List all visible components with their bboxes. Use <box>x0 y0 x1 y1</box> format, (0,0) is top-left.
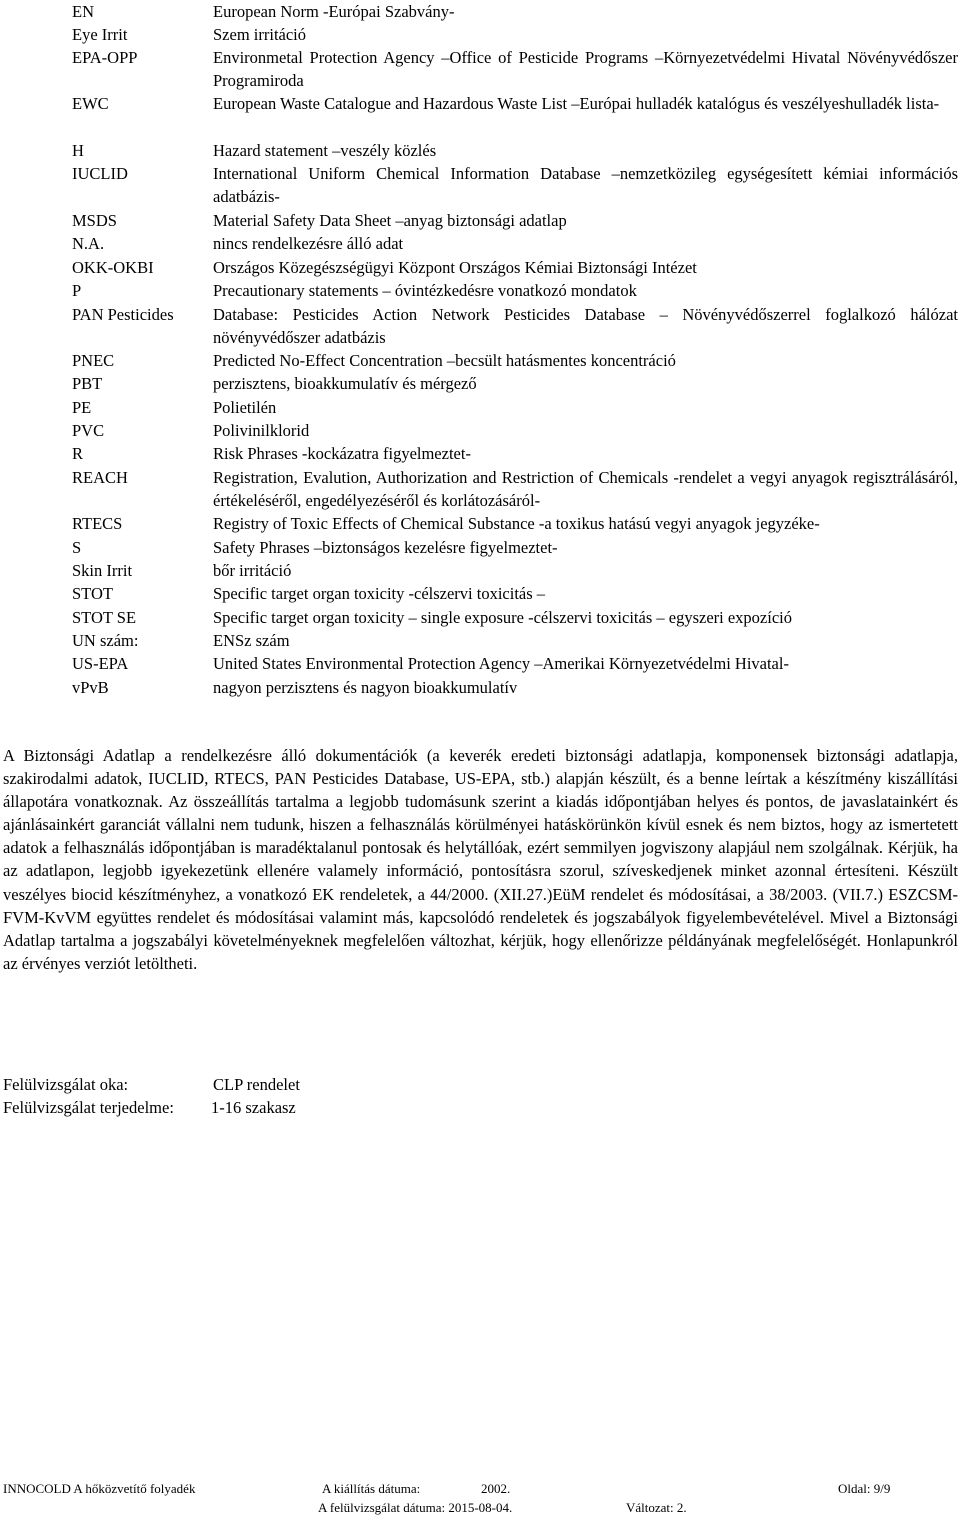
revision-reason-value: CLP rendelet <box>213 1075 300 1094</box>
abbr-value: bőr irritáció <box>213 561 292 580</box>
abbr-value: Specific target organ toxicity -célszervi toxicitás – <box>213 584 546 603</box>
abbr-key: PVC <box>72 421 105 440</box>
footer-issue-value: 2002. <box>481 1481 511 1496</box>
abbr-value: Hazard statement –veszély közlés <box>213 141 437 160</box>
abbr-value: United States Environmental Protection Agency –Amerikai Környezetvédelmi Hivatal- <box>213 654 789 673</box>
abbr-value: Database: Pesticides Action Network Pesticides Database – Növényvédőszerrel foglalkozó hálózat növényvédőszer adatbázis <box>213 305 958 347</box>
abbr-value: Registration, Evalution, Authorization and Restriction of Chemicals -rendelet a vegyi anyagok regisztrálásáról, értékeléséről, engedélyezéséről és korlátozásáról- <box>213 468 958 510</box>
abbr-value: European Norm -Európai Szabvány- <box>213 2 455 21</box>
abbr-key: EWC <box>72 94 109 113</box>
abbr-key: EN <box>72 2 94 21</box>
abbr-value: International Uniform Chemical Information Database –nemzetközileg egységesített kémiai információs adatbázis- <box>213 164 958 206</box>
abbr-value: ENSz szám <box>213 631 290 650</box>
abbr-value: Registry of Toxic Effects of Chemical Substance -a toxikus hatású vegyi anyagok jegyzéke- <box>213 514 820 533</box>
abbr-key: RTECS <box>72 514 123 533</box>
abbr-key: IUCLID <box>72 164 128 183</box>
footer-review-date: A felülvizsgálat dátuma: 2015-08-04. <box>318 1500 513 1515</box>
footer-product: INNOCOLD A hőközvetítő folyadék <box>3 1481 196 1496</box>
abbr-key: EPA-OPP <box>72 48 138 67</box>
abbr-value: Risk Phrases -kockázatra figyelmeztet- <box>213 444 471 463</box>
revision-scope-label: Felülvizsgálat terjedelme: <box>3 1098 174 1117</box>
abbr-key: STOT SE <box>72 608 137 627</box>
abbr-value: Polietilén <box>213 398 277 417</box>
abbr-key: S <box>72 538 82 557</box>
footer-issue-label: A kiállítás dátuma: <box>322 1481 421 1496</box>
abbr-key: Skin Irrit <box>72 561 133 580</box>
footer-page-number: Oldal: 9/9 <box>838 1481 891 1496</box>
abbr-key: N.A. <box>72 234 105 253</box>
abbr-key: UN szám: <box>72 631 139 650</box>
abbr-key: STOT <box>72 584 113 603</box>
abbr-value: Predicted No-Effect Concentration –becsült hatásmentes koncentráció <box>213 351 676 370</box>
abbr-key: Eye Irrit <box>72 25 128 44</box>
abbr-value: Specific target organ toxicity – single exposure -célszervi toxicitás – egyszeri expozíció <box>213 608 792 627</box>
abbr-key: R <box>72 444 84 463</box>
revision-reason <box>3 1073 300 1096</box>
abbr-key: REACH <box>72 468 128 487</box>
abbr-key: US-EPA <box>72 654 129 673</box>
abbr-value: Precautionary statements – óvintézkedésre vonatkozó mondatok <box>213 281 637 300</box>
abbr-key: vPvB <box>72 678 109 697</box>
abbr-value: Safety Phrases –biztonságos kezelésre figyelmeztet- <box>213 538 558 557</box>
disclaimer-paragraph: A Biztonsági Adatlap a rendelkezésre álló dokumentációk (a keverék eredeti biztonsági adatlapja, komponensek biztonsági adatlapja, szakirodalmi adatok, IUCLID, RTECS, PAN Pesticides Database, US-EPA, stb.) alapján készült, és a benne leírtak a készítmény kiszállítási állapotára vonatkoznak. Az összeállítás tartalma a legjobb tudomásunk szerint a kiadás időpontjában helyes és pontos, de javaslatainkért és ajánlásainkért garanciát vállalni nem tudunk, hiszen a felhasználás körülményei hatáskörünkön kívül esnek és nem biztos, hogy az ismertetett adatok a felhasználás időpontjában is maradéktalanul pontosak és helytállóak, ezért semmilyen jogviszony alapjául nem szolgálnak. Kérjük, ha az adatlapon, legjobb igyekezetünk ellenére valamely információ, pontosításra szorul, szíveskedjenek minket azonnal értesíteni. Készült veszélyes biocid készítményhez, a vonatkozó EK rendeletek, a 44/2000. (XII.27.)EüM rendelet és módosításai, a 38/2003. (VII.7.) ESZCSM-FVM-KvVM együttes rendelet és módosításai valamint más, kapcsolódó rendeletek és jogszabályok figyelembevételével. Mivel a Biztonsági Adatlap tartalma a jogszabályi követelményeknek megfelelően változhat, kérjük, hogy ellenőrizze példányának megfelelőségét. Honlapunkról az érvényes verziót letöltheti. <box>3 746 958 973</box>
abbr-key: PNEC <box>72 351 115 370</box>
abbr-key: PBT <box>72 374 103 393</box>
abbr-value: European Waste Catalogue and Hazardous Waste List –Európai hulladék katalógus és veszélyeshulladék lista- <box>213 94 940 113</box>
abbr-value: perzisztens, bioakkumulatív és mérgező <box>213 374 477 393</box>
abbr-value: Polivinilklorid <box>213 421 310 440</box>
abbr-value: Országos Közegészségügyi Központ Országos Kémiai Biztonsági Intézet <box>213 258 697 277</box>
abbr-value: Material Safety Data Sheet –anyag biztonsági adatlap <box>213 211 567 230</box>
abbr-value: nincs rendelkezésre álló adat <box>213 234 404 253</box>
revision-reason-label: Felülvizsgálat oka: <box>3 1075 129 1094</box>
footer-version: Változat: 2. <box>626 1500 687 1515</box>
abbr-key: PE <box>72 398 92 417</box>
abbr-key: MSDS <box>72 211 117 230</box>
revision-scope <box>3 1096 296 1119</box>
abbr-value: Environmetal Protection Agency –Office of Pesticide Programs –Környezetvédelmi Hivatal Növényvédőszer Programiroda <box>213 48 958 90</box>
abbr-key: OKK-OKBI <box>72 258 154 277</box>
abbr-value: Szem irritáció <box>213 25 307 44</box>
abbr-key: PAN Pesticides <box>72 305 174 324</box>
abbr-key: H <box>72 141 84 160</box>
revision-scope-value: 1-16 szakasz <box>211 1098 296 1117</box>
abbr-value: nagyon perzisztens és nagyon bioakkumulatív <box>213 678 518 697</box>
abbr-key: P <box>72 281 82 300</box>
